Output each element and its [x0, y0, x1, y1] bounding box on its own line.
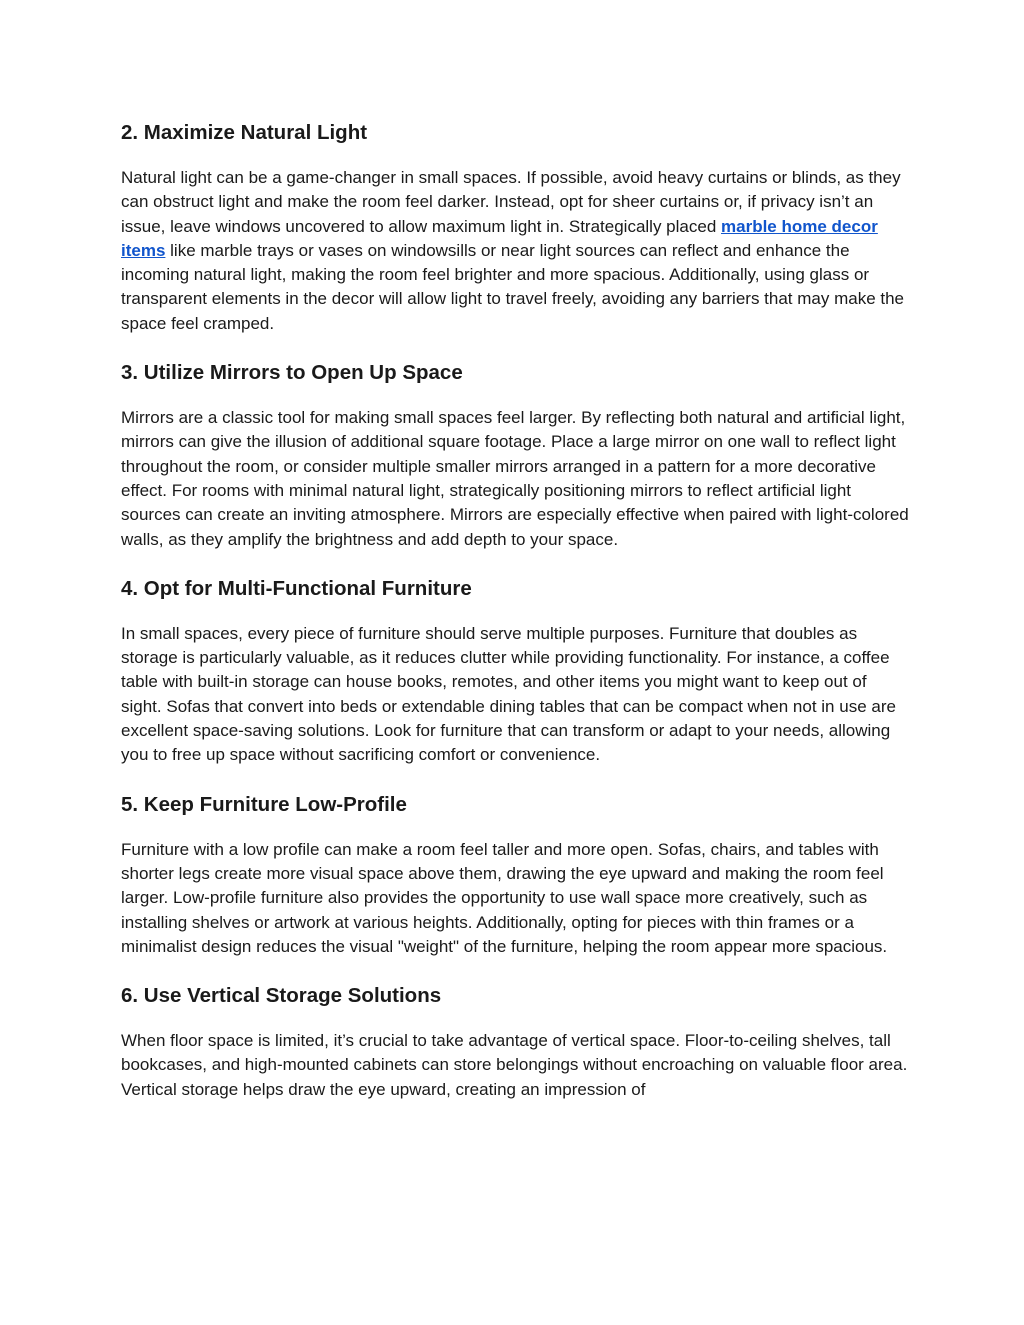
section-heading: 2. Maximize Natural Light	[121, 121, 368, 144]
section-heading: 4. Opt for Multi-Functional Furniture	[121, 576, 472, 600]
section-heading: 6. Use Vertical Storage Solutions	[121, 984, 442, 1008]
section-paragraph: In small spaces, every piece of furniture should serve multiple purposes. Furniture that doubles as storage is particularly valuable, as it reduces clutter while providing functionality. For instance, a coffee table with built-in storage can house books, remotes, and other items you might want to keep out of sight. Sofas that convert into beds or extendable dining tables that can be compact when not in use are excellent space-saving solutions. Look for furniture that can transform or adapt to your needs, allowing you to free up space without sacrificing comfort or convenience.	[121, 623, 896, 765]
section-heading: 3. Utilize Mirrors to Open Up Space	[121, 361, 463, 385]
section-paragraph: When floor space is limited, it’s crucial to take advantage of vertical space. Floor-to-ceiling shelves, tall bookcases, and high-mounted cabinets can store belongings without encroaching on valuable floor area. Vertical storage helps draw the eye upward, creating an impression of	[121, 1031, 908, 1099]
section-vertical-storage	[121, 981, 911, 1102]
section-paragraph	[121, 166, 911, 336]
section-paragraph: Mirrors are a classic tool for making small spaces feel larger. By reflecting both natural and artificial light, mirrors can give the illusion of additional square footage. Place a large mirror on one wall to reflect light throughout the room, or consider multiple smaller mirrors arranged in a pattern for a more decorative effect. For rooms with minimal natural light, strategically positioning mirrors to reflect artificial light sources can create an inviting atmosphere. Mirrors are especially effective when paired with light-colored walls, as they amplify the brightness and add depth to your space.	[121, 408, 909, 549]
section-low-profile-furniture	[121, 790, 911, 959]
paragraph-text: like marble trays or vases on windowsills or near light sources can reflect and enhance the incoming natural light, making the room feel brighter and more spacious. Additionally, using glass or transparent elements in the decor will allow light to travel freely, avoiding any barriers that may make the space feel cramped.	[121, 240, 905, 333]
document-page	[121, 118, 911, 1124]
section-maximize-natural-light	[121, 118, 911, 336]
paragraph-text: Natural light can be a game-changer in small spaces. If possible, avoid heavy curtains or blinds, as they can obstruct light and make the room feel darker. Instead, opt for sheer curtains or, if privacy isn’t an issue, leave windows uncovered to allow maximum light in. Strategically placed	[121, 168, 901, 236]
section-multi-functional-furniture	[121, 574, 911, 768]
section-utilize-mirrors	[121, 358, 911, 552]
section-heading: 5. Keep Furniture Low-Profile	[121, 792, 407, 816]
section-paragraph: Furniture with a low profile can make a room feel taller and more open. Sofas, chairs, and tables with shorter legs create more visual space above them, drawing the eye upward and making the room feel larger. Low-profile furniture also provides the opportunity to use wall space more creatively, such as installing shelves or artwork at various heights. Additionally, opting for pieces with thin frames or a minimalist design reduces the visual "weight" of the furniture, helping the room appear more spacious.	[121, 839, 888, 956]
marble-home-decor-link[interactable]: marble home decor items	[121, 216, 878, 260]
